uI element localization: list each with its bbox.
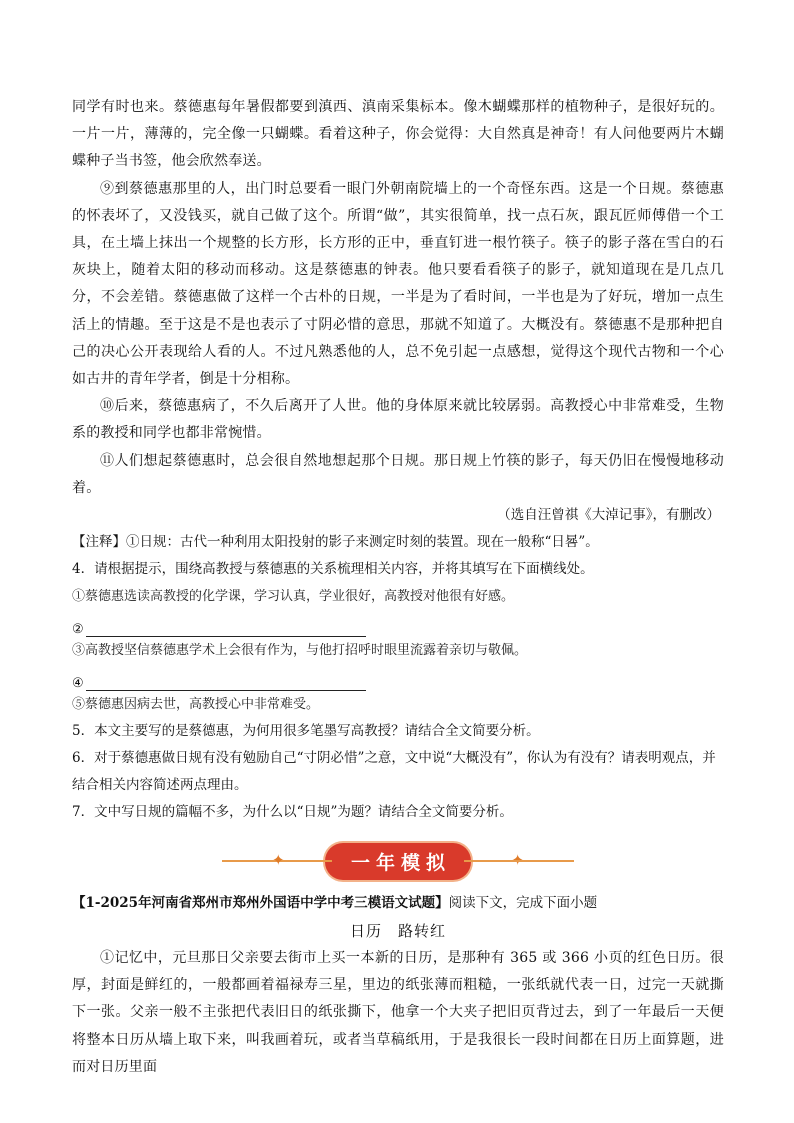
banner-left-flourish-icon: ✦ xyxy=(272,851,285,870)
question-4-item-2-marker: ② xyxy=(72,622,84,638)
question-4-item-4 xyxy=(72,664,724,691)
passage1-annotation: 【注释】①日规：古代一种利用太阳投射的影子来测定时刻的装置。现在一般称“日晷”。 xyxy=(72,534,599,551)
passage2-paragraph-1: ①记忆中，元旦那日父亲要去街市上买一本新的日历，是那种有 365 或 366 小页的红色日历。很厚，封面是鲜红的，一般都画着福禄寿三星，里边的纸张薄而粗糙，一张纸就代表一日，过完一天就撕下一张。父亲一般不主张把代表旧日的纸张撕下，他拿一个大夹子把旧页背过去，到了一年最后一天便将整本日历从墙上取下来，叫我画着玩，或者当草稿纸用，于是我很长一段时间都在日历上面算题，进而对日历里面 xyxy=(72,950,724,1075)
question-7: 7．文中写日规的篇幅不多，为什么以“日规”为题？请结合全文简要分析。 xyxy=(72,804,513,821)
question-4-item-4-marker: ④ xyxy=(72,676,84,692)
passage1-paragraph-10: ⑩后来，蔡德惠病了，不久后离开了人世。他的身体原来就比较孱弱。高教授心中非常难受，生物系的教授和同学也都非常惋惜。 xyxy=(72,398,724,442)
question-4-item-1: ①蔡德惠选读高教授的化学课，学习认真，学业很好，高教授对他很有好感。 xyxy=(72,589,515,605)
answer-blank-2[interactable] xyxy=(86,621,366,637)
passage1-paragraph-11: ⑪人们想起蔡德惠时，总会很自然地想起那个日规。那日规上竹筷的影子，每天仍旧在慢慢地移动着。 xyxy=(72,452,724,496)
document-page xyxy=(72,94,724,1081)
passage2-title: 日历 路转红 xyxy=(349,922,446,941)
answer-blank-4[interactable] xyxy=(86,675,366,691)
banner-right-rule xyxy=(464,860,574,862)
question-4-item-2 xyxy=(72,610,724,637)
question-4-item-3: ③高教授坚信蔡德惠学术上会很有作为，与他打招呼时眼里流露着亲切与敬佩。 xyxy=(72,643,528,659)
question-6: 6．对于蔡德惠做日规有没有勉励自己“寸阴必惜”之意，文中说“大概没有”，你认为有没有？请表明观点，并结合相关内容简述两点理由。 xyxy=(72,750,716,794)
passage1-paragraph-9: ⑨到蔡德惠那里的人，出门时总要看一眼门外朝南院墙上的一个奇怪东西。这是一个日规。蔡德惠的怀表坏了，又没钱买，就自己做了这个。所谓“做”，其实很简单，找一点石灰，跟瓦匠师傅借一个工具，在土墙上抹出一个规整的长方形，长方形的正中，垂直钉进一根竹筷子。筷子的影子落在雪白的石灰块上，随着太阳的移动而移动。这是蔡德惠的钟表。他只要看看筷子的影子，就知道现在是几点几分，不会差错。蔡德惠做了这样一个古朴的日规，一半是为了看时间，一半也是为了好玩，增加一点生活上的情趣。至于这是不是也表示了寸阴必惜的意思，那就不知道了。大概没有。蔡德惠不是那种把自己的决心公开表现给人看的人。不过凡熟悉他的人，总不免引起一点感想，觉得这个现代古物和一个心如古井的青年学者，倒是十分相称。 xyxy=(72,180,724,388)
passage1-source: （选自汪曾祺《大淖记事》，有删改） xyxy=(497,507,720,524)
passage2-header-instruction: 阅读下文，完成下面小题 xyxy=(448,895,598,912)
passage2-header-source: 【1-2025年河南省郑州市郑州外国语中学中考三模语文试题】 xyxy=(72,895,449,912)
section-banner xyxy=(72,838,724,884)
question-5: 5．本文主要写的是蔡德惠，为何用很多笔墨写高教授？请结合全文简要分析。 xyxy=(72,723,540,740)
banner-label: 一年模拟 xyxy=(325,843,471,880)
question-4-item-5: ⑤蔡德惠因病去世，高教授心中非常难受。 xyxy=(72,697,320,713)
passage2-header xyxy=(72,890,724,917)
question-4: 4．请根据提示，围绕高教授与蔡德惠的关系梳理相关内容，并将其填写在下面横线处。 xyxy=(72,561,594,578)
passage1-paragraph-continued: 同学有时也来。蔡德惠每年暑假都要到滇西、滇南采集标本。像木蝴蝶那样的植物种子，是很好玩的。一片一片，薄薄的，完全像一只蝴蝶。看着这种子，你会觉得：大自然真是神奇！有人问他要两片木蝴蝶种子当书签，他会欣然奉送。 xyxy=(72,99,724,170)
